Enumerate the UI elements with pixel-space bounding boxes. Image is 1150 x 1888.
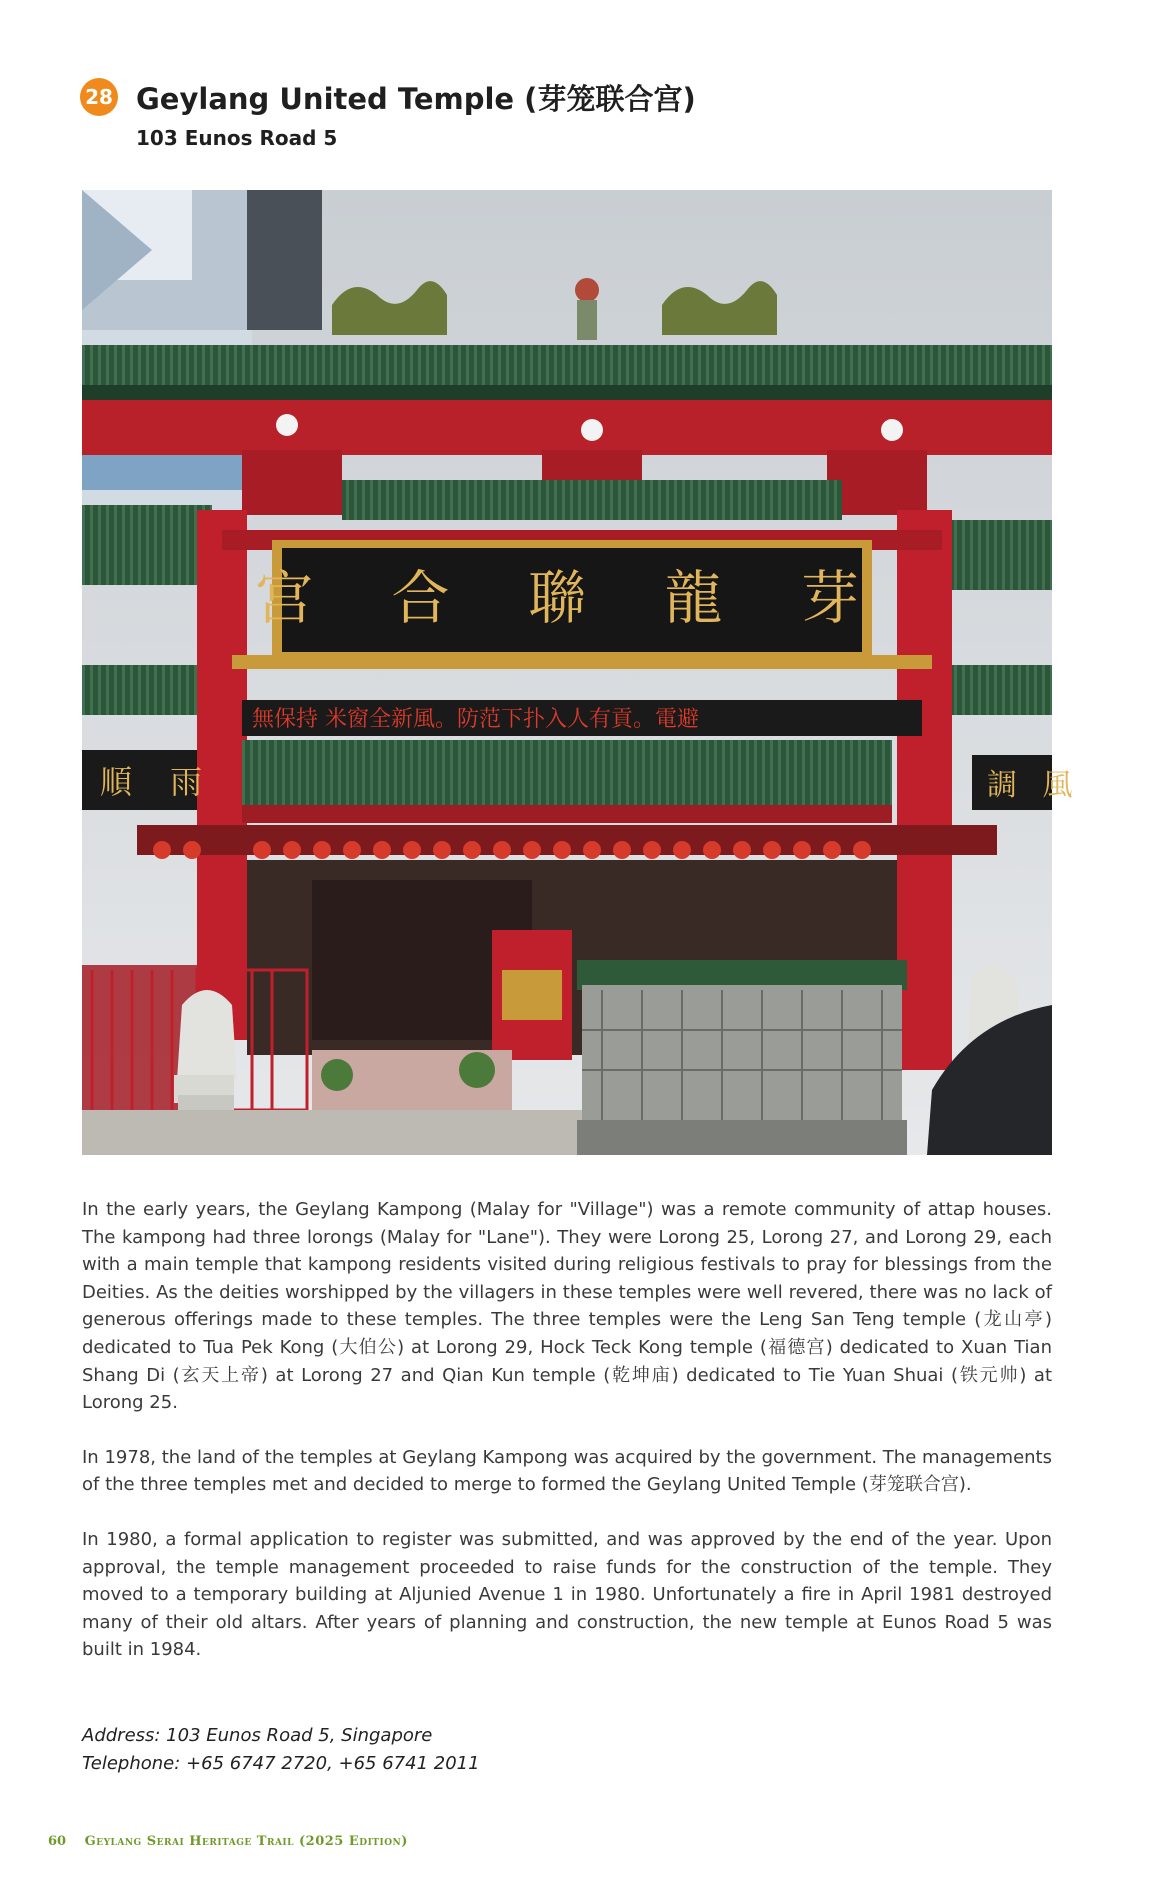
signboard-text: 宫 合 聯 龍 芽 [255, 564, 889, 632]
left-panel-text: 順 雨 [100, 763, 217, 801]
entry-number-badge: 28 [80, 78, 118, 116]
body-text [82, 1196, 1052, 1691]
page-number: 60 [48, 1834, 67, 1849]
address-line: Address: 103 Eunos Road 5, Singapore [82, 1725, 433, 1746]
telephone-line: Telephone: +65 6747 2720, +65 6741 2011 [82, 1753, 480, 1774]
publication-title: Geylang Serai Heritage Trail (2025 Edition) [84, 1834, 408, 1849]
temple-photo [82, 190, 1081, 1155]
paragraph-merger: In 1978, the land of the temples at Geylang Kampong was acquired by the government. The managements of the three temples met and decided to merge to formed the Geylang United Temple (芽笼联合宫). [82, 1446, 1052, 1496]
contact-info [82, 1722, 1052, 1778]
paragraph-construction: In 1980, a formal application to register was submitted, and was approved by the end of the year. Upon approval, the temple management proceeded to raise funds for the construction of the temple. They moved to a temporary building at Aljunied Avenue 1 in 1980. Unfortunately a fire in April 1981 destroyed many of their old altars. After years of planning and construction, the new temple at Eunos Road 5 was built in 1984. [82, 1528, 1052, 1661]
right-panel-text: 調 風 [987, 768, 1081, 803]
led-sign-text: 無保持 米窗全新風。防范下扑入人有貢。電避 [252, 707, 699, 732]
address-subtitle: 103 Eunos Road 5 [136, 126, 338, 150]
page-footer [48, 1834, 408, 1849]
paragraph-history: In the early years, the Geylang Kampong (Malay for "Village") was a remote community of attap houses. The kampong had three lorongs (Malay for "Lane"). They were Lorong 25, Lorong 27, and Lorong 29, each with a main temple that kampong residents visited during religious festivals to pray for blessings from the Deities. As the deities worshipped by the villagers in these temples were well revered, there was no lack of generous offerings made to these temples. The three temples were the Leng San Teng temple (龙山亭) dedicated to Tua Pek Kong (大伯公) at Lorong 29, Hock Teck Kong temple (福德宫) dedicated to Xuan Tian Shang Di (玄天上帝) at Lorong 27 and Qian Kun temple (乾坤庙) dedicated to Tie Yuan Shuai (铁元帅) at Lorong 25. [82, 1199, 1052, 1414]
page-title: Geylang United Temple (芽笼联合宫) [136, 82, 696, 116]
